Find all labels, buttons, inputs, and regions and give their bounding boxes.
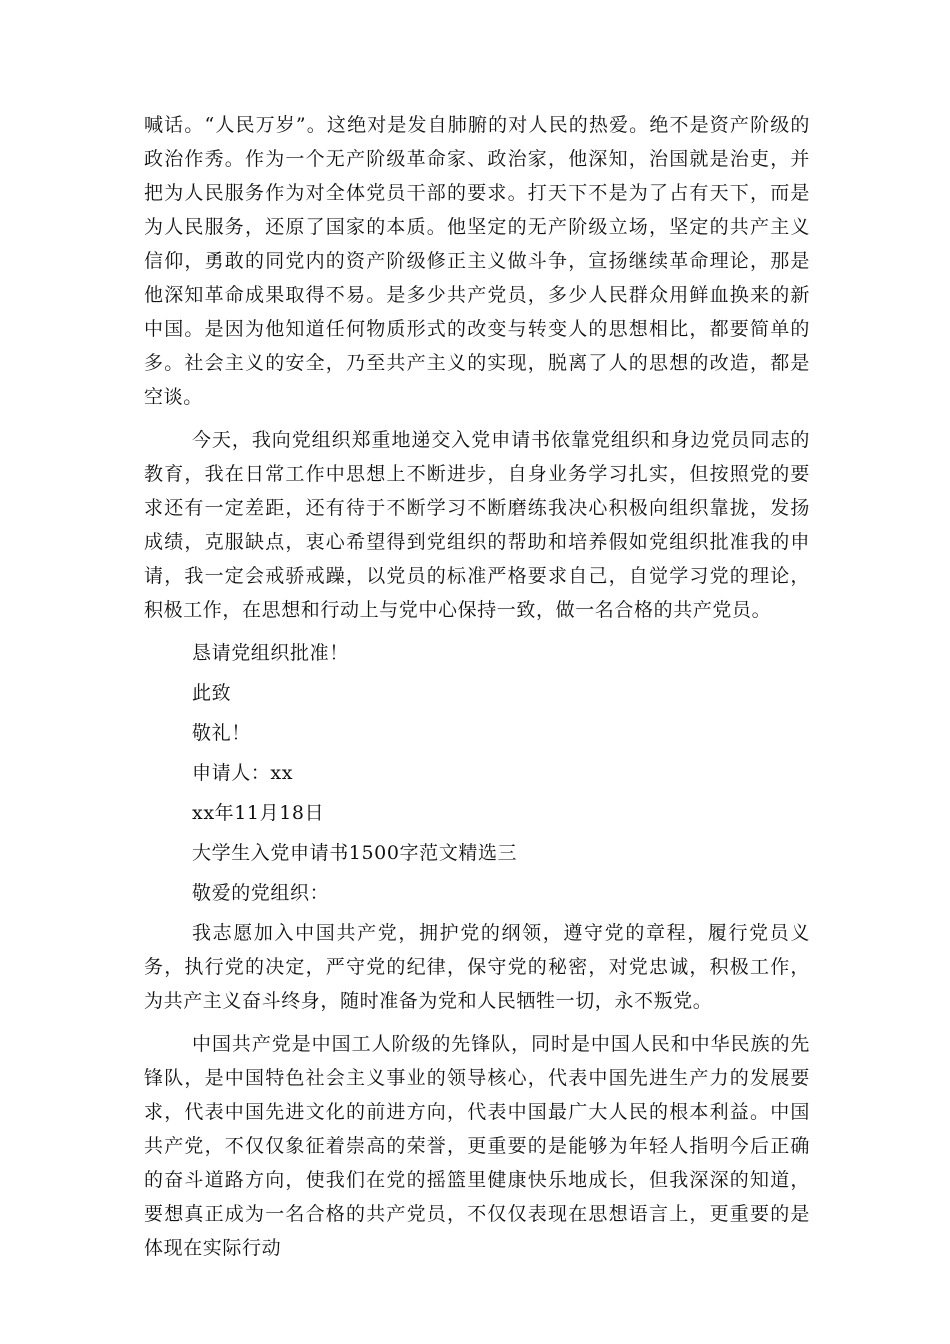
closing-request: 恳请党组织批准！: [192, 642, 349, 664]
application-date: xx年11月18日: [192, 802, 325, 824]
paragraph-party-description: 中国共产党是中国工人阶级的先锋队，同时是中国人民和中华民族的先锋队，是中国特色社会主义事业的领导核心，代表中国先进生产力的发展要求，代表中国先进文化的前进方向，代表中国最广大人民的根本利益。中国共产党，不仅仅象征着崇高的荣誉，更重要的是能够为年轻人指明今后正确的奋斗道路方向，使我们在党的摇篮里健康快乐地成长，但我深深的知道，要想真正成为一名合格的共产党员，不仅仅表现在思想语言上，更重要的是体现在实际行动: [144, 1033, 810, 1259]
paragraph-submission: 今天，我向党组织郑重地递交入党申请书依靠党组织和身边党员同志的教育，我在日常工作中思想上不断进步，自身业务学习扎实，但按照党的要求还有一定差距，还有待于不断学习不断磨练我决心积极向组织靠拢，发扬成绩，克服缺点，衷心希望得到党组织的帮助和培养假如党组织批准我的申请，我一定会戒骄戒躁，以党员的标准严格要求自己，自觉学习党的理论，积极工作，在思想和行动上与党中心保持一致，做一名合格的共产党员。: [144, 429, 810, 621]
section-title: 大学生入党申请书1500字范文精选三: [192, 842, 518, 864]
paragraph-pledge: 我志愿加入中国共产党，拥护党的纲领，遵守党的章程，履行党员义务，执行党的决定，严守党的纪律，保守党的秘密，对党忠诚，积极工作，为共产主义奋斗终身，随时准备为党和人民牺牲一切，永不叛党。: [144, 922, 810, 1012]
applicant-name: 申请人：xx: [192, 762, 294, 784]
closing-salutation: 此致: [192, 682, 232, 704]
closing-regards: 敬礼！: [192, 722, 251, 744]
greeting: 敬爱的党组织：: [192, 882, 330, 904]
paragraph-continuation: 喊话。“人民万岁”。这绝对是发自肺腑的对人民的热爱。绝不是资产阶级的政治作秀。作为一个无产阶级革命家、政治家，他深知，治国就是治吏，并把为人民服务作为对全体党员干部的要求。打天下不是为了占有天下，而是为人民服务，还原了国家的本质。他坚定的无产阶级立场，坚定的共产主义信仰，勇敢的同党内的资产阶级修正主义做斗争，宣扬继续革命理论，那是他深知革命成果取得不易。是多少共产党员，多少人民群众用鲜血换来的新中国。是因为他知道任何物质形式的改变与转变人的思想相比，都要简单的多。社会主义的安全，乃至共产主义的实现，脱离了人的思想的改造，都是空谈。: [144, 114, 810, 408]
document-body: [144, 108, 810, 1274]
